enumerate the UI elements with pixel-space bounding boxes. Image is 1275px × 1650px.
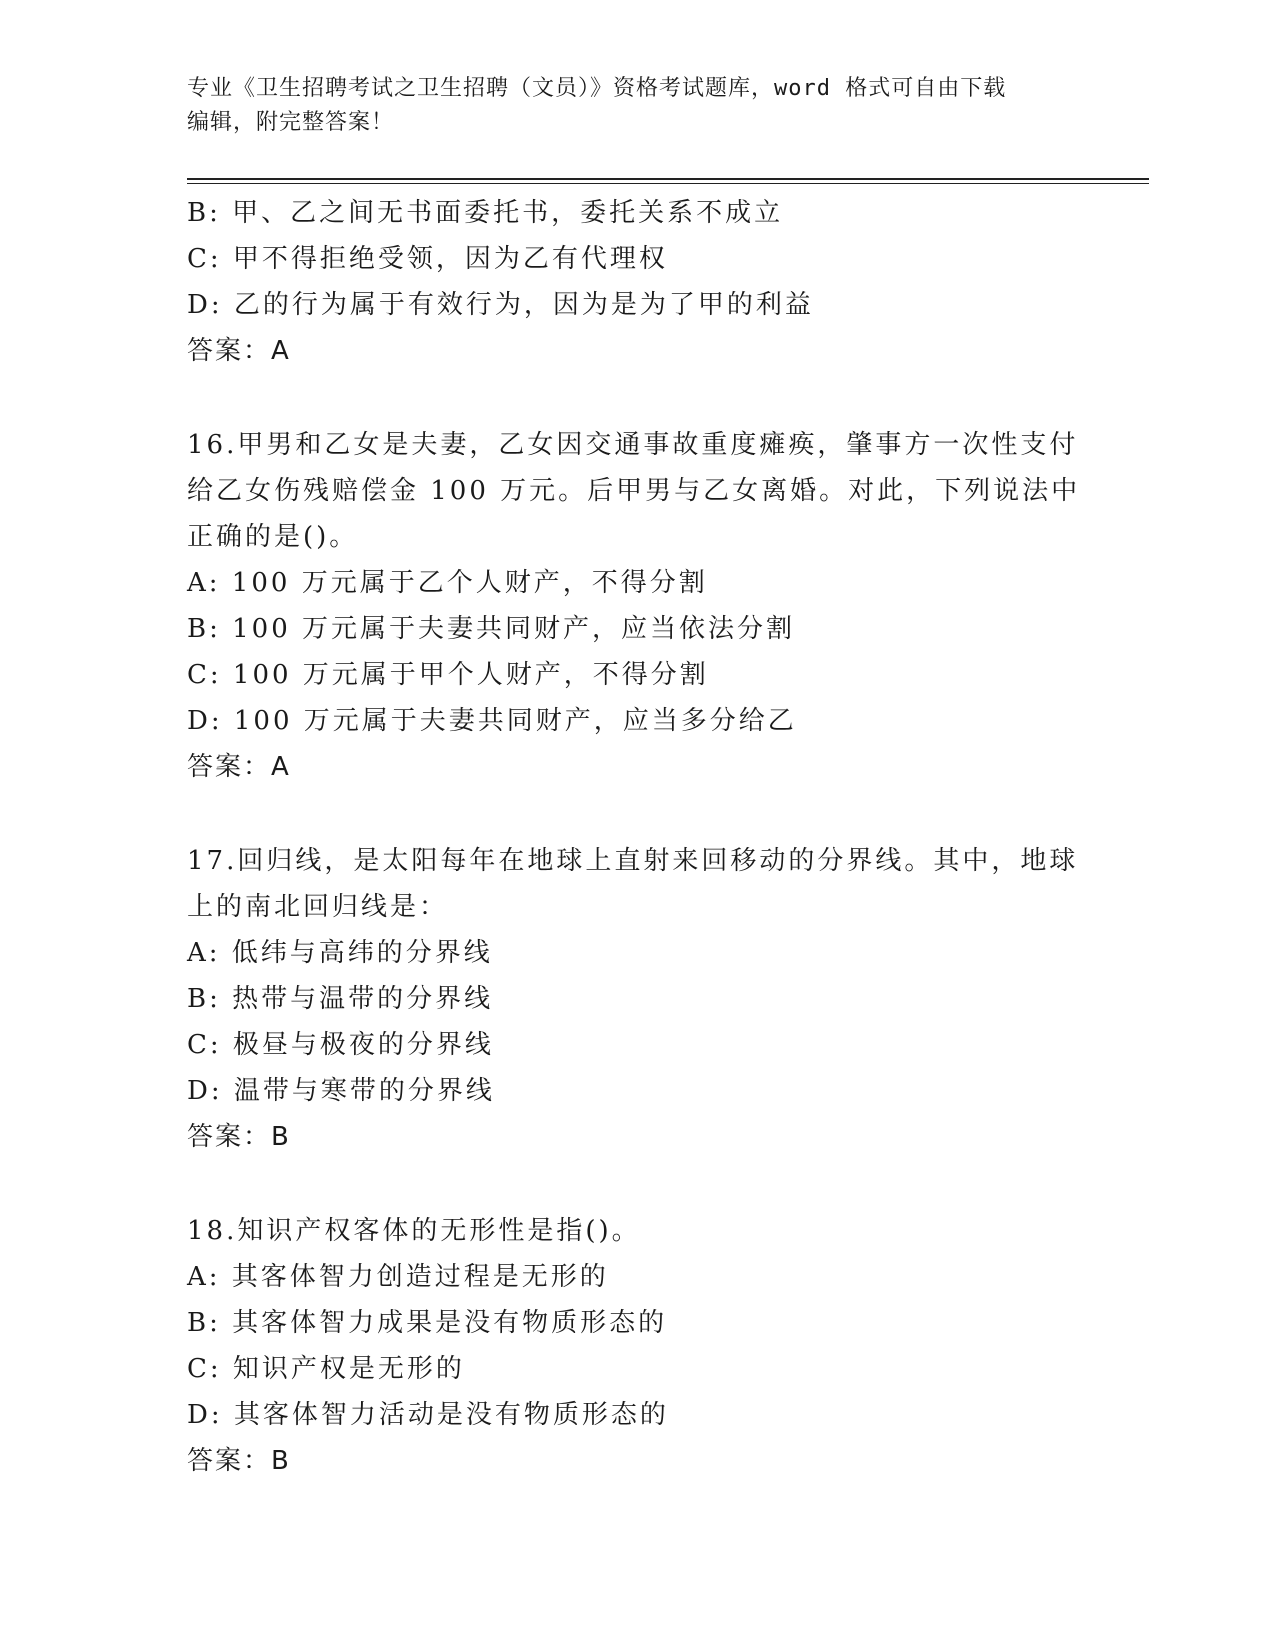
q16-option-a: A: 100 万元属于乙个人财产，不得分割 <box>187 568 708 598</box>
q17-option-c: C: 极昼与极夜的分界线 <box>187 1030 494 1060</box>
q18-answer: 答案：B <box>187 1446 291 1476</box>
q18-option-d: D: 其客体智力活动是没有物质形态的 <box>187 1400 669 1430</box>
q15-answer: 答案：A <box>187 336 291 366</box>
q16-option-c: C: 100 万元属于甲个人财产，不得分割 <box>187 660 709 690</box>
header-divider-thin <box>187 183 1149 184</box>
question-16 <box>187 422 1087 790</box>
q15-option-c: C: 甲不得拒绝受领，因为乙有代理权 <box>187 244 668 274</box>
document-header <box>187 72 1087 140</box>
q17-stem-line-2: 上的南北回归线是： <box>187 892 449 922</box>
question-18 <box>187 1208 1087 1484</box>
q18-option-a: A: 其客体智力创造过程是无形的 <box>187 1262 609 1292</box>
q17-stem-line-1: 17.回归线，是太阳每年在地球上直射来回移动的分界线。其中，地球 <box>187 846 1079 876</box>
q16-answer: 答案：A <box>187 752 291 782</box>
header-divider-thick <box>187 178 1149 180</box>
q16-option-d: D: 100 万元属于夫妻共同财产，应当多分给乙 <box>187 706 797 736</box>
q17-option-a: A: 低纬与高纬的分界线 <box>187 938 493 968</box>
header-line-2: 编辑，附完整答案！ <box>187 110 395 135</box>
question-17 <box>187 838 1087 1160</box>
q17-answer: 答案：B <box>187 1122 291 1152</box>
q16-stem-line-1: 16.甲男和乙女是夫妻，乙女因交通事故重度瘫痪，肇事方一次性支付 <box>187 430 1079 460</box>
q16-stem-line-3: 正确的是()。 <box>187 522 359 552</box>
spacer <box>187 1160 1087 1208</box>
q15-option-b: B: 甲、乙之间无书面委托书，委托关系不成立 <box>187 198 784 228</box>
q18-option-c: C: 知识产权是无形的 <box>187 1354 465 1384</box>
q18-stem-line-1: 18.知识产权客体的无形性是指()。 <box>187 1216 641 1246</box>
q18-option-b: B: 其客体智力成果是没有物质形态的 <box>187 1308 668 1338</box>
question-15-remainder <box>187 190 1087 374</box>
q16-stem-line-2: 给乙女伤残赔偿金 100 万元。后甲男与乙女离婚。对此，下列说法中 <box>187 476 1081 506</box>
header-line-1: 专业《卫生招聘考试之卫生招聘（文员）》资格考试题库，word 格式可自由下载 <box>187 76 1007 101</box>
q16-option-b: B: 100 万元属于夫妻共同财产，应当依法分割 <box>187 614 796 644</box>
q15-option-d: D: 乙的行为属于有效行为，因为是为了甲的利益 <box>187 290 814 320</box>
q17-option-b: B: 热带与温带的分界线 <box>187 984 494 1014</box>
question-content <box>187 190 1087 1484</box>
spacer <box>187 374 1087 422</box>
spacer <box>187 790 1087 838</box>
q17-option-d: D: 温带与寒带的分界线 <box>187 1076 495 1106</box>
